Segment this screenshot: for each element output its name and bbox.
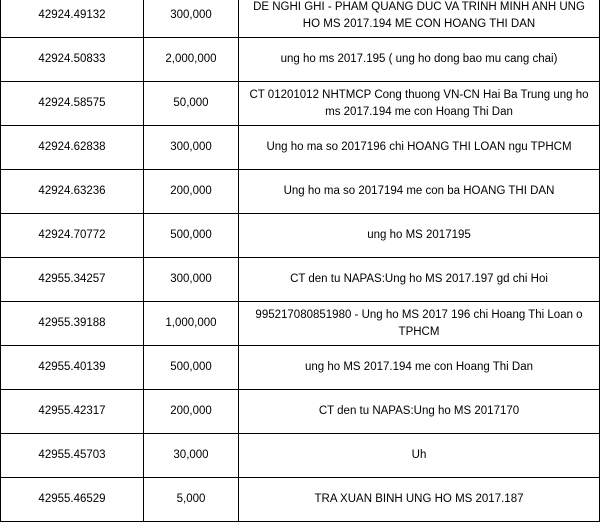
table-row: [1, 170, 600, 214]
amount-cell: 300,000: [144, 258, 239, 302]
transaction-id-cell: 42955.34257: [1, 258, 144, 302]
table-row: [1, 258, 600, 302]
transaction-id-cell: 42924.63236: [1, 170, 144, 214]
description-cell: DE NGHI GHI - PHAM QUANG DUC VA TRINH MINH ANH UNG HO MS 2017.194 ME CON HOANG THI DAN: [239, 0, 600, 38]
transaction-id-cell: 42955.40139: [1, 346, 144, 390]
description-cell: TRA XUAN BINH UNG HO MS 2017.187: [239, 478, 600, 522]
amount-cell: 2,000,000: [144, 38, 239, 82]
amount-cell: 500,000: [144, 346, 239, 390]
description-cell: CT 01201012 NHTMCP Cong thuong VN-CN Hai Ba Trung ung ho ms 2017.194 me con Hoang Thi Dan: [239, 82, 600, 126]
description-cell: Uh: [239, 434, 600, 478]
table-row: [1, 346, 600, 390]
table-row: [1, 434, 600, 478]
description-cell: 995217080851980 - Ung ho MS 2017 196 chi Hoang Thi Loan o TPHCM: [239, 302, 600, 346]
transaction-id-cell: 42955.42317: [1, 390, 144, 434]
amount-cell: 1,000,000: [144, 302, 239, 346]
amount-cell: 300,000: [144, 126, 239, 170]
amount-cell: 300,000: [144, 0, 239, 38]
transaction-id-cell: 42924.70772: [1, 214, 144, 258]
description-cell: ung ho ms 2017.195 ( ung ho dong bao mu cang chai): [239, 38, 600, 82]
table-row: [1, 0, 600, 38]
amount-cell: 5,000: [144, 478, 239, 522]
transaction-id-cell: 42955.46529: [1, 478, 144, 522]
description-cell: Ung ho ma so 2017196 chi HOANG THI LOAN ngu TPHCM: [239, 126, 600, 170]
transaction-id-cell: 42955.45703: [1, 434, 144, 478]
table-row: [1, 214, 600, 258]
ledger-body: [1, 0, 600, 522]
table-row: [1, 126, 600, 170]
amount-cell: 50,000: [144, 82, 239, 126]
description-cell: Ung ho ma so 2017194 me con ba HOANG THI DAN: [239, 170, 600, 214]
description-cell: ung ho MS 2017195: [239, 214, 600, 258]
transaction-id-cell: 42924.49132: [1, 0, 144, 38]
table-row: [1, 302, 600, 346]
table-row: [1, 478, 600, 522]
table-row: [1, 82, 600, 126]
amount-cell: 30,000: [144, 434, 239, 478]
amount-cell: 200,000: [144, 170, 239, 214]
transaction-id-cell: 42955.39188: [1, 302, 144, 346]
amount-cell: 200,000: [144, 390, 239, 434]
transaction-id-cell: 42924.62838: [1, 126, 144, 170]
description-cell: CT den tu NAPAS:Ung ho MS 2017170: [239, 390, 600, 434]
description-cell: CT den tu NAPAS:Ung ho MS 2017.197 gd chi Hoi: [239, 258, 600, 302]
amount-cell: 500,000: [144, 214, 239, 258]
transaction-id-cell: 42924.58575: [1, 82, 144, 126]
transaction-id-cell: 42924.50833: [1, 38, 144, 82]
description-cell: ung ho MS 2017.194 me con Hoang Thi Dan: [239, 346, 600, 390]
table-row: [1, 390, 600, 434]
table-row: [1, 38, 600, 82]
